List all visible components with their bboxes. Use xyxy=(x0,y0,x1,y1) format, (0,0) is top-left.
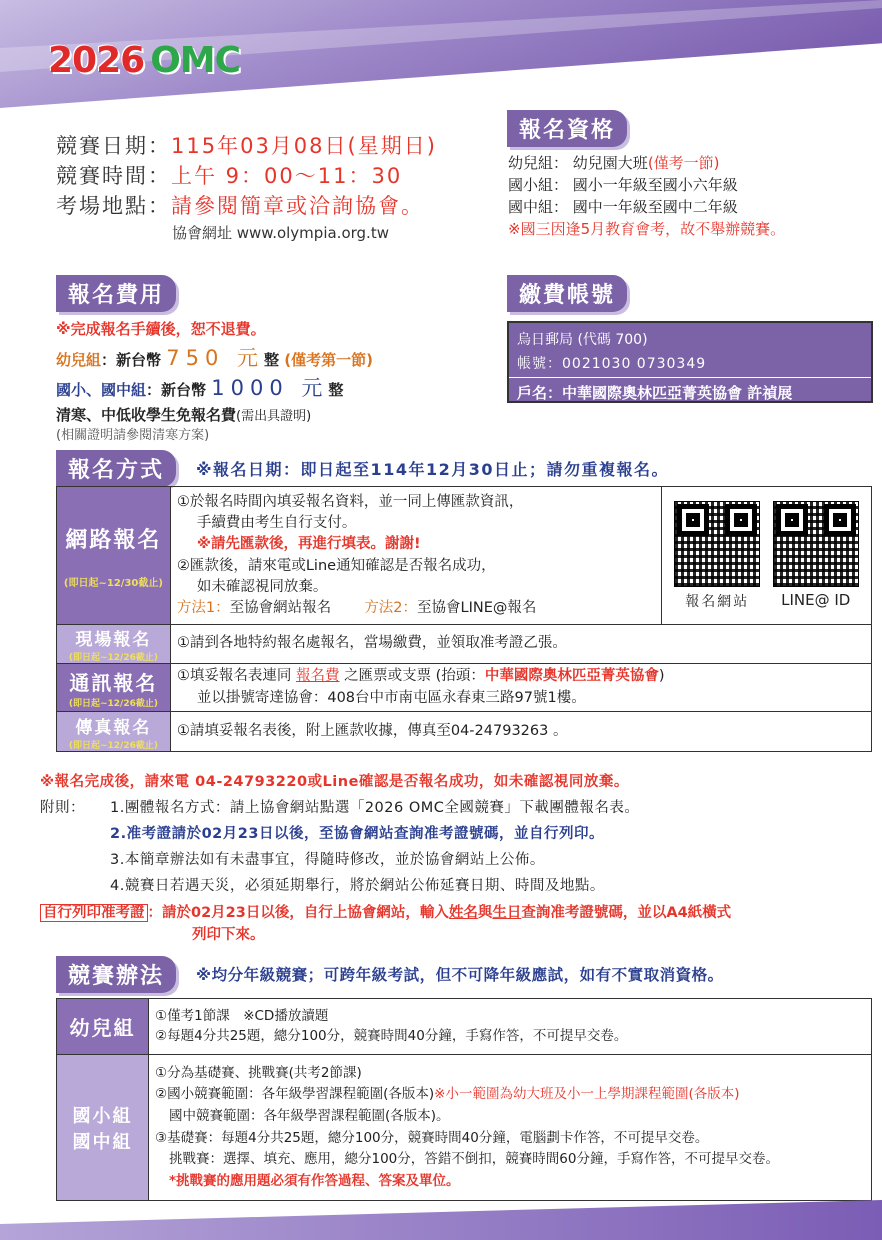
fee-kid-line xyxy=(56,342,373,372)
fee-exempt-line xyxy=(56,404,311,425)
mail-content xyxy=(170,664,871,712)
event-place-label: 考場地點： xyxy=(56,194,171,218)
mail-line1 xyxy=(177,666,865,687)
qr-line-icon[interactable] xyxy=(773,501,859,587)
school-head-cell xyxy=(57,1055,149,1201)
registration-online-row xyxy=(57,487,872,625)
rule-item: 4.競賽日若遇天災，必須延期舉行，將於網站公佈延賽日期、時間及地點。 xyxy=(110,878,605,894)
print-notice-birthday: 生日 xyxy=(492,905,522,921)
payment-title: 繳費帳號 xyxy=(507,275,627,312)
mail-fee-highlight: 報名費 xyxy=(295,668,340,685)
mail-payee: 中華國際奧林匹亞菁英協會 xyxy=(484,668,659,685)
eligibility-desc: 國中一年級至國中二年級 xyxy=(572,198,738,216)
onsite-head: 現場報名 xyxy=(75,630,152,650)
eligibility-title: 報名資格 xyxy=(507,110,627,147)
school-range-note: ※小一範圍為幼大班及小一上學期課程範圍(各版本) xyxy=(434,1086,740,1103)
competition-title: 競賽辦法 xyxy=(56,956,176,993)
association-website: 協會網址 www.olympia.org.tw xyxy=(172,224,389,242)
footer-band xyxy=(0,1200,882,1240)
rule-item: 1.團體報名方式：請上協會網站點選「2026 OMC全國競賽」下載團體報名表。 xyxy=(110,800,640,816)
qr-website-icon[interactable] xyxy=(674,501,760,587)
school-head-junior: 國中組 xyxy=(72,1131,133,1153)
school-line3: 國中競賽範圍：各年級學習課程範圍(各版本)。 xyxy=(169,1107,450,1124)
online-step2: ②匯款後，請來電或Line通知確認是否報名成功， xyxy=(176,557,496,574)
logo-year: 2026 xyxy=(48,40,145,81)
method2-label: 方法2： xyxy=(364,599,418,616)
mail-text-a: ①填妥報名表連同 xyxy=(176,668,292,685)
fee-title: 報名費用 xyxy=(56,275,176,312)
registration-fax-row xyxy=(57,712,872,752)
mail-head: 通訊報名 xyxy=(69,670,158,695)
fee-kid-prefix: ：新台幣 xyxy=(101,351,162,369)
fax-head: 傳真報名 xyxy=(75,717,152,738)
rule-item: 2.准考證請於02月23日以後，至協會網站查詢准考證號碼，並自行列印。 xyxy=(110,826,604,842)
kid-line1: ①僅考1節課 ※CD播放讀題 xyxy=(155,1007,329,1024)
fax-content: ①請填妥報名表後，附上匯款收據，傳真至04-24793263 。 xyxy=(170,712,871,752)
qr-codes xyxy=(662,501,871,611)
method1-label: 方法1： xyxy=(176,599,230,616)
event-date-line xyxy=(56,130,437,160)
kid-content xyxy=(149,999,872,1055)
registration-title: 報名方式 xyxy=(56,450,176,487)
rules-label: 附則： xyxy=(40,800,85,816)
eligibility-desc: 國小一年級至國小六年級 xyxy=(572,176,738,194)
school-line4: ③基礎賽：每題4分共25題，總分100分，競賽時間40分鐘，電腦劃卡作答，不可提早交卷。 xyxy=(155,1129,709,1146)
qr-cell xyxy=(662,487,872,625)
method1-text: 至協會網站報名 xyxy=(229,599,332,616)
qr-website-label: 報名網站 xyxy=(685,593,750,610)
fee-kid-label: 幼兒組 xyxy=(56,351,102,369)
eligibility-row xyxy=(508,174,785,196)
online-step2-cont: 如未確認視同放棄。 xyxy=(196,578,328,595)
fee-exempt-note: (需出具證明) xyxy=(236,409,312,424)
method2-text: 至協會LINE@報名 xyxy=(417,599,537,616)
event-time-label: 競賽時間： xyxy=(56,164,171,188)
fee-kid-note: (僅考第一節) xyxy=(284,351,373,369)
mail-text-e: ) xyxy=(658,668,665,685)
online-head: 網路報名 xyxy=(65,527,162,553)
eligibility-desc: 幼兒園大班 xyxy=(572,154,648,172)
onsite-content: ①請到各地特約報名處報名，當場繳費，並領取准考證乙張。 xyxy=(170,625,871,664)
logo-name: OMC xyxy=(150,40,241,81)
kid-line2: ②每題4分共25題，總分100分，競賽時間40分鐘，手寫作答，不可提早交卷。 xyxy=(155,1027,628,1044)
omc-logo xyxy=(48,40,240,81)
print-notice xyxy=(40,902,870,946)
fee-kid-amount: 750 元 xyxy=(166,346,265,370)
registration-table xyxy=(56,486,872,752)
school-line2 xyxy=(155,1084,865,1106)
print-notice-text: ：請於02月23日以後，自行上協會網站，輸入 xyxy=(147,905,449,921)
school-line6: *挑戰賽的應用題必須有作答過程、答案及單位。 xyxy=(169,1172,460,1189)
kid-head-cell xyxy=(57,999,149,1055)
payment-bank: 烏日郵局 (代碼 700) xyxy=(517,332,648,348)
eligibility-warning: ※國三因逢5月教育會考，故不舉辦競賽。 xyxy=(508,220,786,238)
fax-head-cell xyxy=(57,712,171,752)
event-date-value: 115年03月08日(星期日) xyxy=(171,134,437,158)
online-head-cell xyxy=(57,487,171,625)
school-head-elem: 國小組 xyxy=(72,1105,133,1127)
eligibility-list xyxy=(508,152,785,240)
fee-school-amount: 1000 元 xyxy=(211,376,329,400)
registration-onsite-row xyxy=(57,625,872,664)
event-place-value: 請參閱簡章或洽詢協會。 xyxy=(171,194,424,218)
competition-kid-row xyxy=(57,999,872,1055)
after-registration-notice: ※報名完成後，請來電 04-24793220或Line確認是否報名成功，如未確認視同放棄。 xyxy=(40,774,629,790)
registration-period: ※報名日期：即日起至114年12月30日止；請勿重複報名。 xyxy=(196,460,669,479)
mail-sub: (即日起~12/26截止) xyxy=(68,698,158,709)
qr-website[interactable] xyxy=(674,501,760,611)
online-content xyxy=(170,487,661,625)
fee-exempt: 清寒、中低收學生免報名費 xyxy=(56,406,237,424)
fee-no-refund: ※完成報名手續後，恕不退費。 xyxy=(56,320,266,338)
registration-mail-row xyxy=(57,664,872,712)
mail-text-c: 之匯票或支票 (抬頭： xyxy=(344,668,485,685)
payment-account-number: 帳號：0021030 0730349 xyxy=(517,356,707,372)
school-line1: ①分為基礎賽、挑戰賽(共考2節課) xyxy=(155,1064,362,1081)
fee-exempt-ref: (相關證明請參閱清寒方案) xyxy=(56,428,210,443)
school-content xyxy=(149,1055,872,1201)
event-time-line xyxy=(56,160,402,190)
eligibility-group: 國中組： xyxy=(508,198,569,216)
onsite-head-cell xyxy=(57,625,171,664)
fee-kid-suffix: 整 xyxy=(264,351,280,369)
eligibility-group: 幼兒組： xyxy=(508,154,569,172)
event-place-line xyxy=(56,190,424,220)
kid-head: 幼兒組 xyxy=(69,1016,136,1040)
event-time-value: 上午 9：00～11：30 xyxy=(171,164,403,188)
fax-sub: (即日起~12/26截止) xyxy=(68,740,158,751)
competition-table xyxy=(56,998,872,1201)
eligibility-group: 國小組： xyxy=(508,176,569,194)
school-line5: 挑戰賽：選擇、填充、應用，總分100分，答錯不倒扣，競賽時間60分鐘，手寫作答，不可提早交卷。 xyxy=(169,1151,779,1168)
online-sub: (即日起~12/30截止) xyxy=(63,577,163,589)
print-notice-text-b: 查詢准考證號碼，並以A4紙橫式 xyxy=(521,905,732,921)
qr-line-label: LINE@ ID xyxy=(781,590,851,609)
payment-holder: 戶名：中華國際奧林匹亞菁英協會 許禎展 xyxy=(509,377,871,403)
online-methods xyxy=(177,598,655,619)
fee-school-prefix: ：新台幣 xyxy=(146,381,207,399)
fee-school-line xyxy=(56,372,343,402)
qr-line[interactable] xyxy=(773,501,859,611)
mail-head-cell xyxy=(57,664,171,712)
print-notice-label: 自行列印准考證 xyxy=(40,904,148,922)
event-date-label: 競賽日期： xyxy=(56,134,171,158)
online-pay-first: ※請先匯款後，再進行填表。謝謝! xyxy=(196,536,421,553)
print-notice-cont: 列印下來。 xyxy=(192,927,265,943)
payment-account-box xyxy=(507,321,873,403)
school-range-elem: ②國小競賽範圍：各年級學習課程範圍(各版本) xyxy=(155,1086,435,1103)
print-notice-and: 與 xyxy=(477,905,493,921)
fee-school-suffix: 整 xyxy=(328,381,344,399)
eligibility-note: (僅考一節) xyxy=(647,154,720,172)
eligibility-row xyxy=(508,152,785,174)
print-notice-name: 姓名 xyxy=(448,905,478,921)
onsite-sub: (即日起~12/26截止) xyxy=(68,653,158,663)
fee-school-label: 國小、國中組 xyxy=(56,381,147,399)
competition-school-row xyxy=(57,1055,872,1201)
online-step1: ①於報名時間內填妥報名資料，並一同上傳匯款資訊， xyxy=(176,494,524,511)
mail-address: 並以掛號寄達協會：408台中市南屯區永春東三路97號1樓。 xyxy=(196,689,586,706)
competition-note: ※均分年級競賽；可跨年級考試，但不可降年級應試，如有不實取消資格。 xyxy=(196,966,724,984)
online-step1-cont: 手續費由考生自行支付。 xyxy=(196,515,357,532)
rule-item: 3.本簡章辦法如有未盡事宜，得隨時修改，並於協會網站上公佈。 xyxy=(110,852,545,868)
eligibility-row xyxy=(508,196,785,218)
